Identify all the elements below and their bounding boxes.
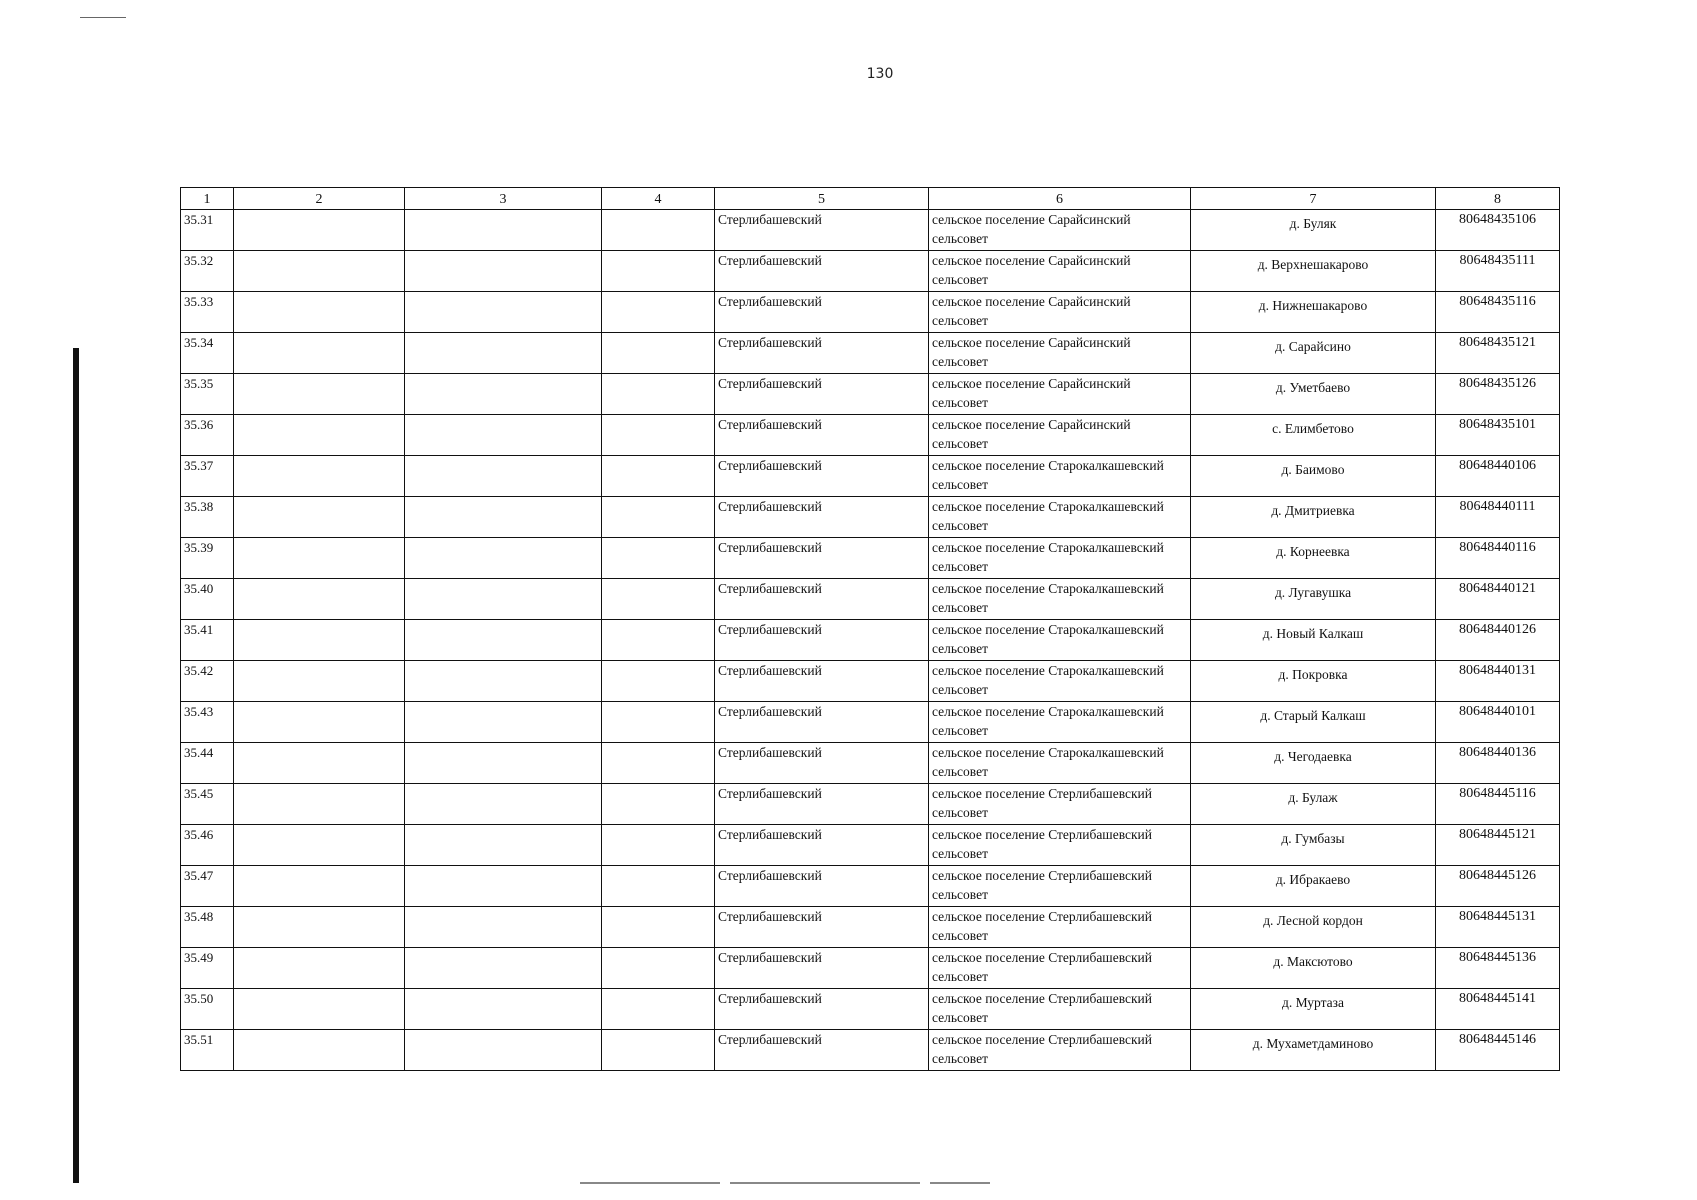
- locality-name: с. Елимбетово: [1272, 421, 1354, 436]
- settlement-line: сельское поселение Сарайсинский: [932, 335, 1131, 350]
- empty-cell-col4: [602, 866, 715, 907]
- table-row: [181, 907, 1560, 948]
- district-cell: Стерлибашевский: [715, 210, 929, 251]
- district-cell: Стерлибашевский: [715, 948, 929, 989]
- oktmo-code-cell: 80648440121: [1436, 579, 1560, 620]
- locality-cell: [1191, 292, 1436, 333]
- table-row: [181, 415, 1560, 456]
- empty-cell-col4: [602, 661, 715, 702]
- row-number: 35.49: [181, 948, 234, 989]
- settlement-line: сельсовет: [932, 477, 988, 492]
- district-cell: Стерлибашевский: [715, 866, 929, 907]
- settlement-line: сельское поселение Сарайсинский: [932, 253, 1131, 268]
- row-number: 35.35: [181, 374, 234, 415]
- district-cell: Стерлибашевский: [715, 579, 929, 620]
- settlement-cell: [929, 333, 1191, 374]
- empty-cell-col3: [405, 702, 602, 743]
- table-row: [181, 333, 1560, 374]
- locality-cell: [1191, 579, 1436, 620]
- locality-cell: [1191, 620, 1436, 661]
- settlement-line: сельское поселение Сарайсинский: [932, 417, 1131, 432]
- row-number: 35.33: [181, 292, 234, 333]
- district-cell: Стерлибашевский: [715, 702, 929, 743]
- settlement-line: сельсовет: [932, 928, 988, 943]
- column-header-3: 3: [405, 188, 602, 210]
- oktmo-code-cell: 80648435106: [1436, 210, 1560, 251]
- table-row: [181, 579, 1560, 620]
- district-cell: Стерлибашевский: [715, 497, 929, 538]
- empty-cell-col3: [405, 1030, 602, 1071]
- empty-cell-col2: [234, 948, 405, 989]
- empty-cell-col2: [234, 743, 405, 784]
- row-number: 35.44: [181, 743, 234, 784]
- empty-cell-col4: [602, 825, 715, 866]
- empty-cell-col4: [602, 784, 715, 825]
- settlement-cell: [929, 661, 1191, 702]
- empty-cell-col3: [405, 210, 602, 251]
- settlement-cell: [929, 210, 1191, 251]
- district-cell: Стерлибашевский: [715, 292, 929, 333]
- row-number: 35.42: [181, 661, 234, 702]
- empty-cell-col2: [234, 292, 405, 333]
- column-header-1: 1: [181, 188, 234, 210]
- row-number: 35.47: [181, 866, 234, 907]
- locality-cell: [1191, 210, 1436, 251]
- oktmo-code-cell: 80648435101: [1436, 415, 1560, 456]
- oktmo-code-cell: 80648440126: [1436, 620, 1560, 661]
- settlement-line: сельское поселение Сарайсинский: [932, 376, 1131, 391]
- locality-name: д. Уметбаево: [1275, 380, 1351, 395]
- empty-cell-col3: [405, 620, 602, 661]
- settlement-line: сельское поселение Сарайсинский: [932, 212, 1131, 227]
- locality-name: д. Муртаза: [1282, 995, 1344, 1010]
- settlement-line: сельское поселение Стерлибашевский: [932, 1032, 1152, 1047]
- settlement-line: сельское поселение Старокалкашевский: [932, 745, 1164, 760]
- settlement-line: сельсовет: [932, 313, 988, 328]
- empty-cell-col3: [405, 948, 602, 989]
- locality-name: д. Покровка: [1278, 667, 1348, 682]
- locality-name: д. Корнеевка: [1276, 544, 1350, 559]
- empty-cell-col2: [234, 374, 405, 415]
- empty-cell-col3: [405, 497, 602, 538]
- settlement-line: сельское поселение Старокалкашевский: [932, 499, 1164, 514]
- empty-cell-col2: [234, 866, 405, 907]
- locality-cell: [1191, 702, 1436, 743]
- settlement-line: сельсовет: [932, 600, 988, 615]
- locality-cell: [1191, 948, 1436, 989]
- row-number: 35.39: [181, 538, 234, 579]
- locality-name: д. Лесной кордон: [1263, 913, 1363, 928]
- settlement-cell: [929, 825, 1191, 866]
- district-cell: Стерлибашевский: [715, 907, 929, 948]
- register-table: [180, 187, 1560, 1071]
- empty-cell-col2: [234, 415, 405, 456]
- oktmo-code-cell: 80648440111: [1436, 497, 1560, 538]
- empty-cell-col2: [234, 702, 405, 743]
- row-number: 35.40: [181, 579, 234, 620]
- settlement-line: сельское поселение Старокалкашевский: [932, 581, 1164, 596]
- settlement-cell: [929, 415, 1191, 456]
- empty-cell-col2: [234, 210, 405, 251]
- settlement-line: сельсовет: [932, 641, 988, 656]
- settlement-line: сельское поселение Старокалкашевский: [932, 663, 1164, 678]
- table-row: [181, 456, 1560, 497]
- empty-cell-col2: [234, 620, 405, 661]
- settlement-cell: [929, 251, 1191, 292]
- empty-cell-col3: [405, 292, 602, 333]
- table-body: [181, 210, 1560, 1071]
- oktmo-code-cell: 80648435126: [1436, 374, 1560, 415]
- settlement-line: сельское поселение Стерлибашевский: [932, 868, 1152, 883]
- settlement-line: сельское поселение Старокалкашевский: [932, 540, 1164, 555]
- oktmo-code-cell: 80648445146: [1436, 1030, 1560, 1071]
- settlement-cell: [929, 292, 1191, 333]
- district-cell: Стерлибашевский: [715, 333, 929, 374]
- empty-cell-col4: [602, 743, 715, 784]
- empty-cell-col3: [405, 456, 602, 497]
- row-number: 35.46: [181, 825, 234, 866]
- settlement-line: сельсовет: [932, 518, 988, 533]
- locality-name: д. Ибракаево: [1275, 872, 1351, 887]
- settlement-cell: [929, 702, 1191, 743]
- oktmo-code-cell: 80648445141: [1436, 989, 1560, 1030]
- empty-cell-col3: [405, 661, 602, 702]
- table-row: [181, 989, 1560, 1030]
- oktmo-code-cell: 80648445116: [1436, 784, 1560, 825]
- empty-cell-col4: [602, 497, 715, 538]
- settlement-cell: [929, 989, 1191, 1030]
- settlement-line: сельсовет: [932, 723, 988, 738]
- settlement-line: сельское поселение Стерлибашевский: [932, 786, 1152, 801]
- empty-cell-col4: [602, 292, 715, 333]
- locality-cell: [1191, 1030, 1436, 1071]
- locality-name: д. Мухаметдаминово: [1252, 1036, 1374, 1051]
- locality-name: д. Максютово: [1273, 954, 1353, 969]
- locality-name: д. Баимово: [1281, 462, 1345, 477]
- empty-cell-col2: [234, 497, 405, 538]
- empty-cell-col4: [602, 948, 715, 989]
- settlement-cell: [929, 784, 1191, 825]
- empty-cell-col2: [234, 784, 405, 825]
- empty-cell-col4: [602, 620, 715, 661]
- empty-cell-col2: [234, 907, 405, 948]
- locality-cell: [1191, 866, 1436, 907]
- empty-cell-col2: [234, 989, 405, 1030]
- empty-cell-col4: [602, 210, 715, 251]
- empty-cell-col3: [405, 251, 602, 292]
- settlement-cell: [929, 620, 1191, 661]
- locality-cell: [1191, 251, 1436, 292]
- locality-cell: [1191, 784, 1436, 825]
- header-row: [181, 188, 1560, 210]
- settlement-line: сельское поселение Стерлибашевский: [932, 950, 1152, 965]
- settlement-line: сельсовет: [932, 354, 988, 369]
- table-row: [181, 866, 1560, 907]
- settlement-line: сельсовет: [932, 969, 988, 984]
- settlement-cell: [929, 1030, 1191, 1071]
- settlement-line: сельское поселение Старокалкашевский: [932, 704, 1164, 719]
- district-cell: Стерлибашевский: [715, 743, 929, 784]
- table-row: [181, 661, 1560, 702]
- column-header-4: 4: [602, 188, 715, 210]
- table-row: [181, 538, 1560, 579]
- row-number: 35.48: [181, 907, 234, 948]
- empty-cell-col4: [602, 702, 715, 743]
- table-row: [181, 497, 1560, 538]
- settlement-line: сельсовет: [932, 1010, 988, 1025]
- settlement-line: сельсовет: [932, 682, 988, 697]
- settlement-line: сельсовет: [932, 272, 988, 287]
- locality-cell: [1191, 374, 1436, 415]
- empty-cell-col3: [405, 743, 602, 784]
- row-number: 35.51: [181, 1030, 234, 1071]
- empty-cell-col4: [602, 538, 715, 579]
- scan-mark-bottom-rule: [730, 1182, 920, 1184]
- locality-cell: [1191, 661, 1436, 702]
- empty-cell-col4: [602, 456, 715, 497]
- district-cell: Стерлибашевский: [715, 825, 929, 866]
- row-number: 35.45: [181, 784, 234, 825]
- empty-cell-col2: [234, 333, 405, 374]
- empty-cell-col3: [405, 333, 602, 374]
- oktmo-code-cell: 80648440106: [1436, 456, 1560, 497]
- district-cell: Стерлибашевский: [715, 251, 929, 292]
- settlement-line: сельсовет: [932, 887, 988, 902]
- locality-cell: [1191, 825, 1436, 866]
- settlement-cell: [929, 866, 1191, 907]
- settlement-line: сельское поселение Стерлибашевский: [932, 827, 1152, 842]
- empty-cell-col4: [602, 415, 715, 456]
- settlement-line: сельское поселение Стерлибашевский: [932, 909, 1152, 924]
- page-number: 130: [866, 66, 894, 82]
- locality-name: д. Старый Калкаш: [1260, 708, 1366, 723]
- district-cell: Стерлибашевский: [715, 456, 929, 497]
- table-row: [181, 620, 1560, 661]
- settlement-cell: [929, 743, 1191, 784]
- locality-name: д. Дмитриевка: [1271, 503, 1355, 518]
- empty-cell-col3: [405, 415, 602, 456]
- empty-cell-col4: [602, 907, 715, 948]
- empty-cell-col4: [602, 1030, 715, 1071]
- table-row: [181, 743, 1560, 784]
- settlement-cell: [929, 907, 1191, 948]
- locality-cell: [1191, 497, 1436, 538]
- settlement-line: сельсовет: [932, 436, 988, 451]
- empty-cell-col4: [602, 251, 715, 292]
- empty-cell-col2: [234, 456, 405, 497]
- district-cell: Стерлибашевский: [715, 415, 929, 456]
- locality-name: д. Лугавушка: [1274, 585, 1352, 600]
- empty-cell-col3: [405, 538, 602, 579]
- locality-name: д. Сарайсино: [1275, 339, 1351, 354]
- settlement-line: сельсовет: [932, 805, 988, 820]
- empty-cell-col2: [234, 661, 405, 702]
- column-header-2: 2: [234, 188, 405, 210]
- oktmo-code-cell: 80648435116: [1436, 292, 1560, 333]
- oktmo-code-cell: 80648435121: [1436, 333, 1560, 374]
- table-row: [181, 702, 1560, 743]
- table-row: [181, 210, 1560, 251]
- district-cell: Стерлибашевский: [715, 784, 929, 825]
- locality-name: д. Новый Калкаш: [1262, 626, 1364, 641]
- row-number: 35.32: [181, 251, 234, 292]
- district-cell: Стерлибашевский: [715, 1030, 929, 1071]
- oktmo-code-cell: 80648445121: [1436, 825, 1560, 866]
- settlement-line: сельсовет: [932, 559, 988, 574]
- locality-name: д. Гумбазы: [1281, 831, 1345, 846]
- row-number: 35.41: [181, 620, 234, 661]
- scan-edge-bar: [73, 348, 79, 1183]
- table-row: [181, 1030, 1560, 1071]
- oktmo-code-cell: 80648435111: [1436, 251, 1560, 292]
- row-number: 35.37: [181, 456, 234, 497]
- table-row: [181, 374, 1560, 415]
- row-number: 35.31: [181, 210, 234, 251]
- oktmo-code-cell: 80648445131: [1436, 907, 1560, 948]
- district-cell: Стерлибашевский: [715, 620, 929, 661]
- locality-cell: [1191, 743, 1436, 784]
- scan-mark-bottom-rule: [580, 1182, 720, 1184]
- row-number: 35.36: [181, 415, 234, 456]
- locality-cell: [1191, 456, 1436, 497]
- empty-cell-col2: [234, 251, 405, 292]
- scan-mark-bottom-rule: [930, 1182, 990, 1184]
- empty-cell-col4: [602, 579, 715, 620]
- column-header-8: 8: [1436, 188, 1560, 210]
- locality-name: д. Булаж: [1288, 790, 1338, 805]
- empty-cell-col3: [405, 989, 602, 1030]
- empty-cell-col2: [234, 825, 405, 866]
- row-number: 35.38: [181, 497, 234, 538]
- settlement-line: сельсовет: [932, 1051, 988, 1066]
- empty-cell-col3: [405, 825, 602, 866]
- column-header-7: 7: [1191, 188, 1436, 210]
- oktmo-code-cell: 80648440136: [1436, 743, 1560, 784]
- settlement-cell: [929, 456, 1191, 497]
- locality-cell: [1191, 989, 1436, 1030]
- settlement-cell: [929, 374, 1191, 415]
- locality-name: д. Буляк: [1289, 216, 1337, 231]
- locality-name: д. Чегодаевка: [1274, 749, 1352, 764]
- table-row: [181, 784, 1560, 825]
- settlement-line: сельсовет: [932, 231, 988, 246]
- locality-cell: [1191, 907, 1436, 948]
- settlement-cell: [929, 538, 1191, 579]
- oktmo-code-cell: 80648445136: [1436, 948, 1560, 989]
- row-number: 35.43: [181, 702, 234, 743]
- empty-cell-col2: [234, 538, 405, 579]
- settlement-line: сельское поселение Сарайсинский: [932, 294, 1131, 309]
- settlement-cell: [929, 948, 1191, 989]
- locality-cell: [1191, 333, 1436, 374]
- oktmo-code-cell: 80648440131: [1436, 661, 1560, 702]
- empty-cell-col3: [405, 866, 602, 907]
- empty-cell-col4: [602, 989, 715, 1030]
- locality-name: д. Нижнешакарово: [1258, 298, 1368, 313]
- empty-cell-col3: [405, 579, 602, 620]
- table-row: [181, 948, 1560, 989]
- settlement-line: сельское поселение Старокалкашевский: [932, 622, 1164, 637]
- empty-cell-col3: [405, 907, 602, 948]
- oktmo-code-cell: 80648440101: [1436, 702, 1560, 743]
- row-number: 35.34: [181, 333, 234, 374]
- row-number: 35.50: [181, 989, 234, 1030]
- oktmo-code-cell: 80648440116: [1436, 538, 1560, 579]
- empty-cell-col3: [405, 374, 602, 415]
- settlement-line: сельское поселение Стерлибашевский: [932, 991, 1152, 1006]
- district-cell: Стерлибашевский: [715, 538, 929, 579]
- empty-cell-col4: [602, 374, 715, 415]
- empty-cell-col3: [405, 784, 602, 825]
- settlement-line: сельсовет: [932, 395, 988, 410]
- table-row: [181, 292, 1560, 333]
- table-row: [181, 251, 1560, 292]
- district-cell: Стерлибашевский: [715, 374, 929, 415]
- oktmo-code-cell: 80648445126: [1436, 866, 1560, 907]
- settlement-line: сельсовет: [932, 764, 988, 779]
- empty-cell-col2: [234, 1030, 405, 1071]
- table-row: [181, 825, 1560, 866]
- district-cell: Стерлибашевский: [715, 989, 929, 1030]
- locality-name: д. Верхнешакарово: [1257, 257, 1369, 272]
- scan-mark-top-rule: [80, 17, 126, 18]
- empty-cell-col2: [234, 579, 405, 620]
- column-header-6: 6: [929, 188, 1191, 210]
- empty-cell-col4: [602, 333, 715, 374]
- locality-cell: [1191, 538, 1436, 579]
- settlement-line: сельсовет: [932, 846, 988, 861]
- district-cell: Стерлибашевский: [715, 661, 929, 702]
- locality-cell: [1191, 415, 1436, 456]
- settlement-cell: [929, 579, 1191, 620]
- column-header-5: 5: [715, 188, 929, 210]
- settlement-line: сельское поселение Старокалкашевский: [932, 458, 1164, 473]
- settlement-cell: [929, 497, 1191, 538]
